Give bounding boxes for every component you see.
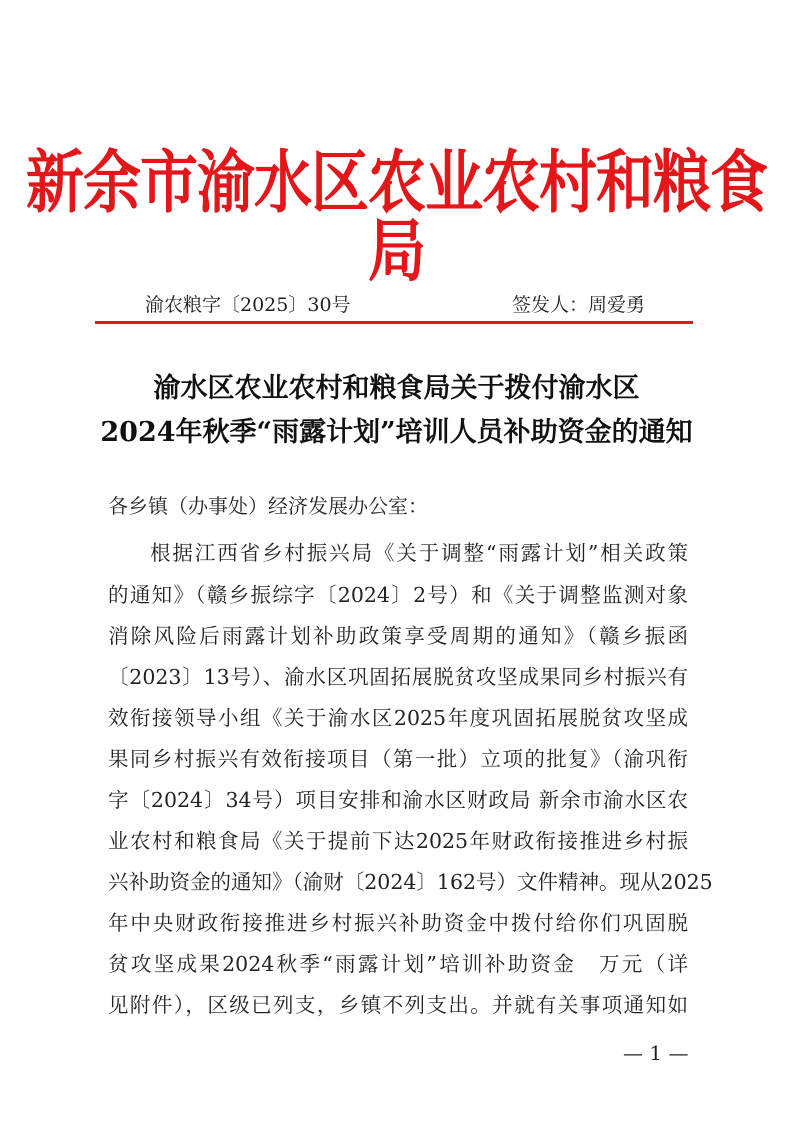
body-line: 消除风险后雨露计划补助政策享受周期的通知》（赣乡振函: [108, 624, 688, 648]
body-line: 贫攻坚成果2024秋季“雨露计划”培训补助资金 万元（详: [108, 952, 688, 976]
body-line: 见附件），区级已列支，乡镇不列支出。并就有关事项通知如: [108, 993, 688, 1017]
body-line: 字〔2024〕34号）项目安排和渝水区财政局 新余市渝水区农: [108, 788, 688, 812]
body-line: 效衔接领导小组《关于渝水区2025年度巩固拓展脱贫攻坚成: [108, 706, 688, 730]
body-line: 根据江西省乡村振兴局《关于调整“雨露计划”相关政策: [150, 541, 688, 565]
notice-title-line-2: 2024年秋季“雨露计划”培训人员补助资金的通知: [100, 417, 693, 448]
body-line: 业农村和粮食局《关于提前下达2025年财政衔接推进乡村振: [108, 829, 688, 853]
document-number: 渝农粮字〔2025〕30号: [145, 294, 351, 316]
notice-title-line-1: 渝水区农业农村和粮食局关于拨付渝水区: [153, 373, 640, 404]
page-number: — 1 —: [623, 1041, 689, 1065]
body-line: 兴补助资金的通知》（渝财〔2024〕162号）文件精神。现从2025: [108, 870, 713, 894]
body-line: 果同乡村振兴有效衔接项目（第一批）立项的批复》（渝巩衔: [108, 747, 688, 771]
red-divider-line: [95, 321, 693, 324]
body-line: 〔2023〕13号）、渝水区巩固拓展脱贫攻坚成果同乡村振兴有: [108, 665, 688, 689]
body-line: 的通知》（赣乡振综字〔2024〕2号）和《关于调整监测对象: [108, 583, 688, 607]
body-line: 年中央财政衔接推进乡村振兴补助资金中拨付给你们巩固脱: [108, 911, 688, 935]
signer: 签发人：周爱勇: [512, 294, 646, 316]
agency-letterhead: 新余市渝水区农业农村和粮食局: [25, 142, 767, 291]
salutation: 各乡镇（办事处）经济发展办公室：: [108, 494, 428, 518]
